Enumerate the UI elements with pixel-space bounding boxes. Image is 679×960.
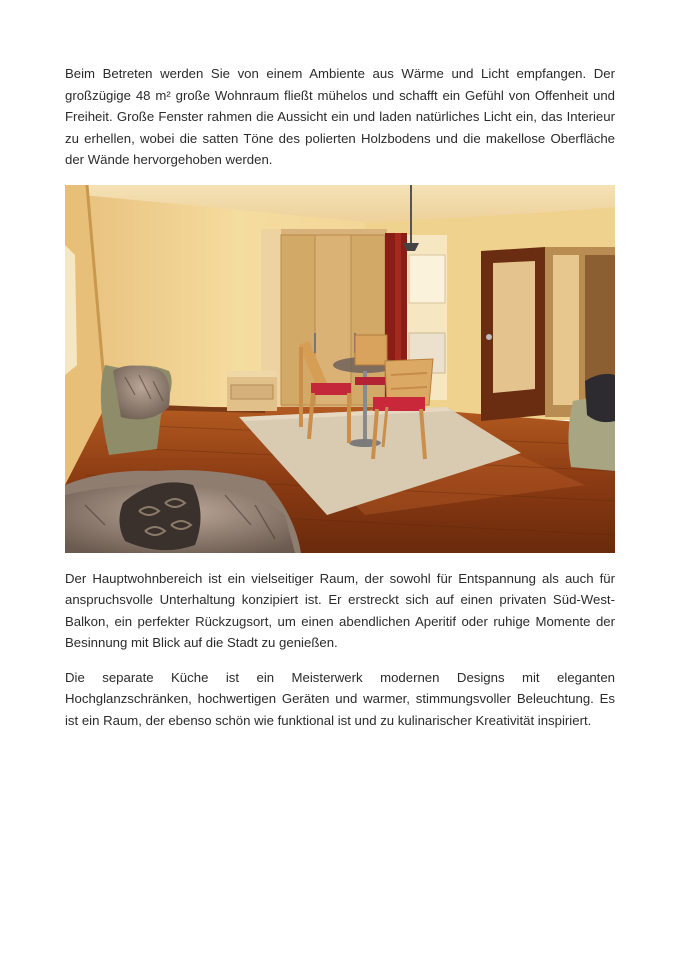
document-page bbox=[65, 63, 615, 731]
paragraph-kitchen: Die separate Küche ist ein Meisterwerk modernen Designs mit eleganten Hochglanzschränken, hochwertigen Geräten und warmer, stimmungsvoller Beleuchtung. Es ist ein Raum, der ebenso schön wie funktional ist und zu kulinarischer Kreativität inspiriert. bbox=[65, 669, 615, 728]
living-room-photo bbox=[65, 185, 615, 553]
paragraph-living-area: Der Hauptwohnbereich ist ein vielseitiger Raum, der sowohl für Entspannung als auch für anspruchsvolle Unterhaltung konzipiert ist. Er erstreckt sich auf einen privaten Süd-West-Balkon, ein perfekter Rückzugsort, um einen abendlichen Aperitif oder ruhige Momente der Besinnung mit Blick auf die Stadt zu genießen. bbox=[65, 570, 615, 650]
paragraph-intro: Beim Betreten werden Sie von einem Ambiente aus Wärme und Licht empfangen. Der großzügige 48 m² große Wohnraum fließt mühelos und schafft ein Gefühl von Offenheit und Freiheit. Große Fenster rahmen die Aussicht ein und laden natürliches Licht ein, das Interieur zu erhellen, wobei die satten Töne des polierten Holzbodens und die makellose Oberfläche der Wände hervorgehoben werden. bbox=[65, 66, 615, 167]
